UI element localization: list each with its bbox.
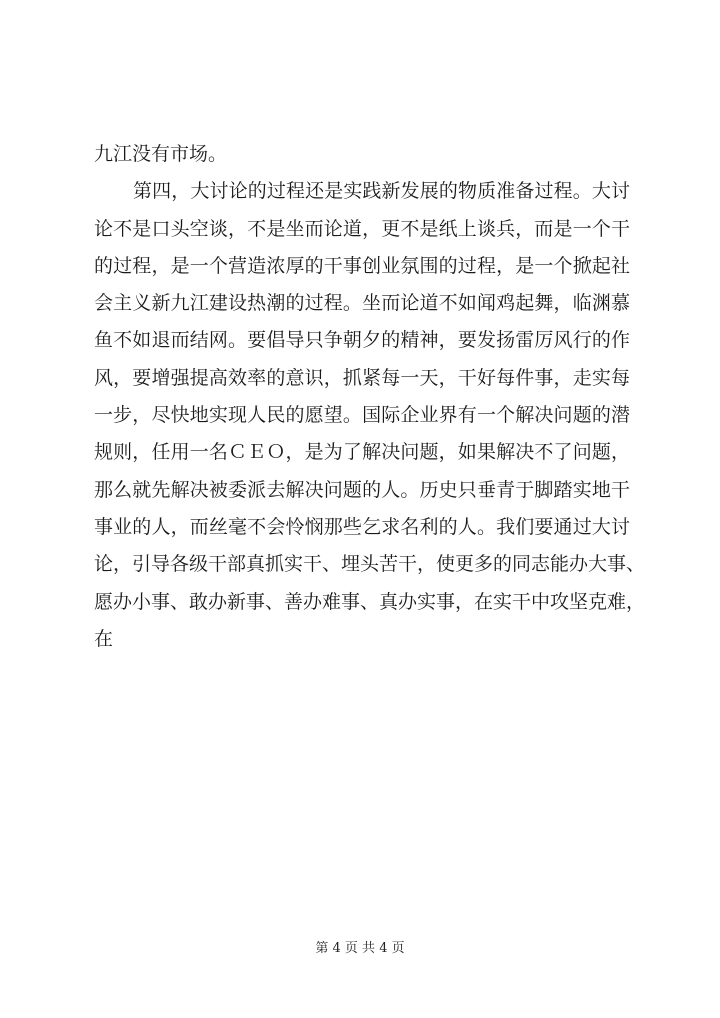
text-line: 规则，任用一名ＣＥＯ，是为了解决问题，如果解决不了问题， (94, 441, 630, 464)
text-line: 在 (94, 627, 114, 650)
text-line: 事业的人，而丝毫不会怜悯那些乞求名利的人。我们要通过大讨 (94, 515, 630, 538)
text-line: 论不是口头空谈，不是坐而论道，更不是纸上谈兵，而是一个干 (94, 217, 630, 240)
text-line: 那么就先解决被委派去解决问题的人。历史只垂青于脚踏实地干 (94, 478, 630, 501)
text-line: 论，引导各级干部真抓实干、埋头苦干，使更多的同志能办大事、 (94, 553, 646, 576)
text-line: 一步，尽快地实现人民的愿望。国际企业界有一个解决问题的潜 (94, 404, 630, 427)
text-line: 会主义新九江建设热潮的过程。坐而论道不如闻鸡起舞，临渊慕 (94, 292, 630, 315)
text-line: 愿办小事、敢办新事、善办难事、真办实事，在实干中攻坚克难， (94, 590, 646, 613)
document-body (94, 136, 646, 658)
text-line: 风，要增强提高效率的意识，抓紧每一天，干好每件事，走实每 (94, 366, 630, 389)
paragraph-first-line: 第四，大讨论的过程还是实践新发展的物质准备过程。大讨 (133, 180, 630, 203)
text-line: 鱼不如退而结网。要倡导只争朝夕的精神，要发扬雷厉风行的作 (94, 329, 630, 352)
text-line: 的过程，是一个营造浓厚的干事创业氛围的过程，是一个掀起社 (94, 254, 630, 277)
page-number-footer: 第 4 页 共 4 页 (315, 941, 405, 956)
text-line: 九江没有市场。 (94, 143, 228, 165)
